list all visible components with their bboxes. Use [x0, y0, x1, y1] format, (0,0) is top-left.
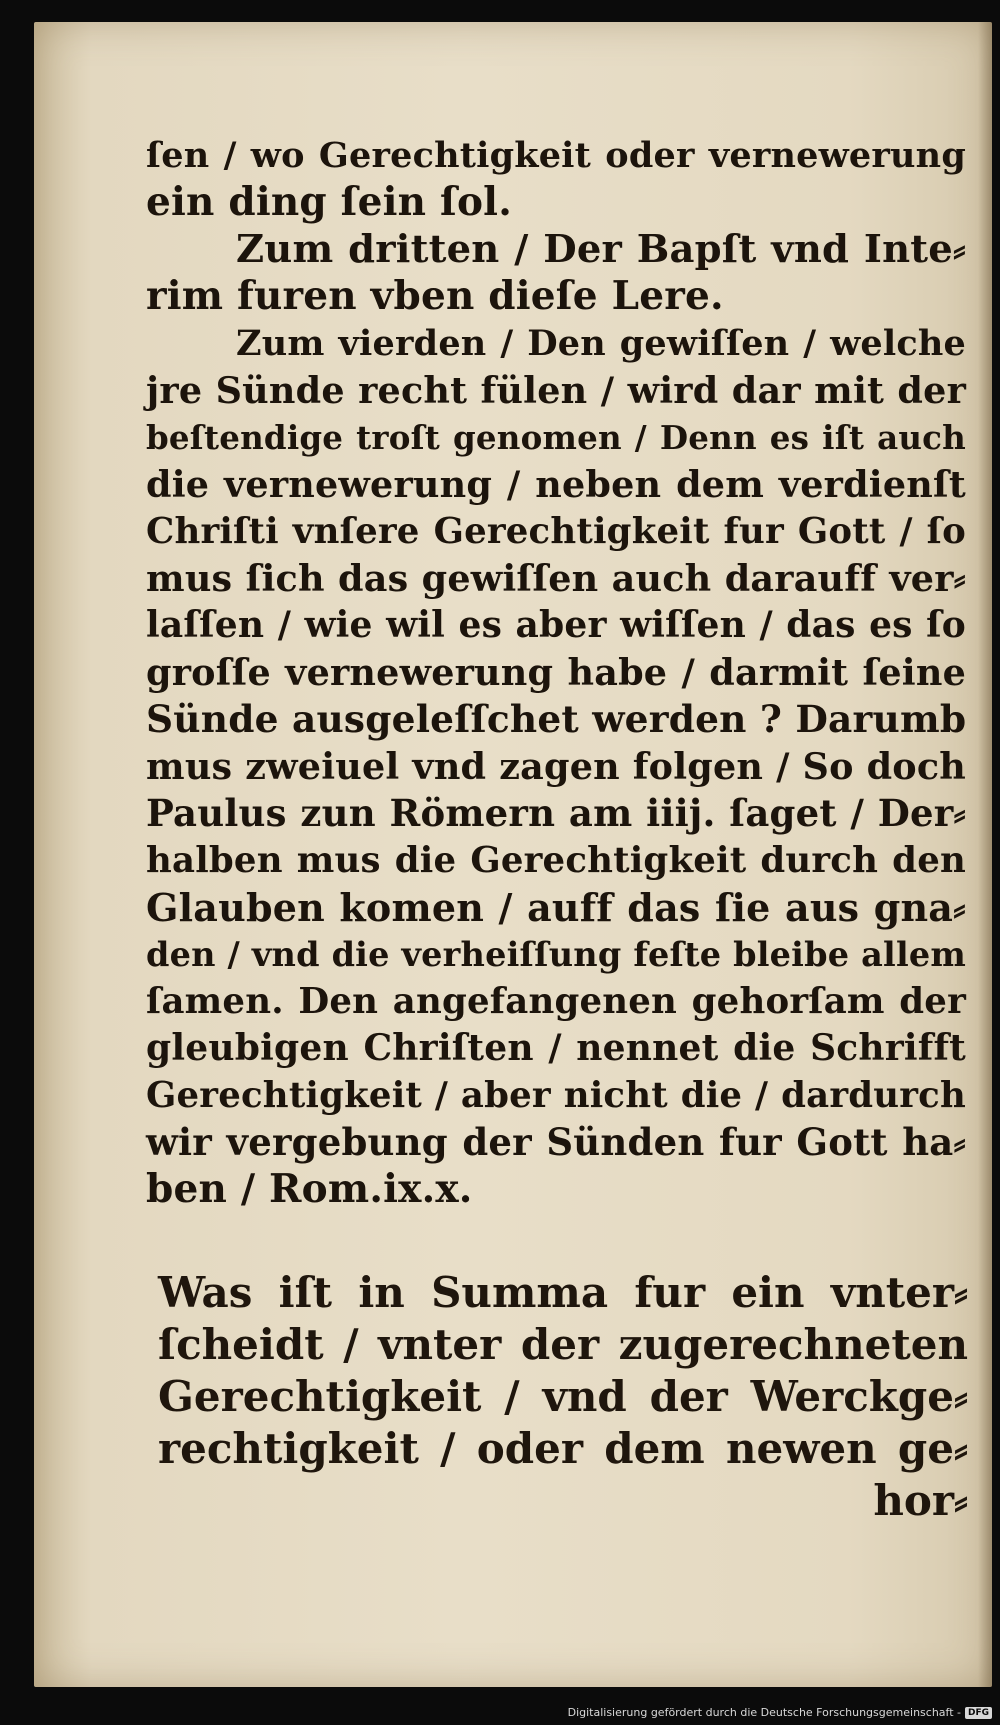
text-line: ben / Rom.ix.x.	[146, 1166, 473, 1212]
text-line: ein ding ſein ſol.	[146, 179, 512, 225]
text-line: laſſen / wie wil es aber wiſſen / das es ſo	[146, 604, 966, 646]
text-line: wir vergebung der Sünden fur Gott ha⸗	[146, 1120, 966, 1164]
text-line: mus zweiuel vnd zagen folgen / So doch	[146, 745, 966, 788]
text-line: beſtendige troſt genomen / Denn es iſt auch	[146, 418, 966, 457]
text-line: mus ſich das gewiſſen auch darauff ver⸗	[146, 557, 966, 600]
text-line: groſſe vernewerung habe / darmit ſeine	[146, 651, 966, 694]
body-text	[146, 132, 966, 1213]
text-line: ſamen. Den angefangenen gehorſam der	[146, 981, 966, 1022]
text-line: Sünde ausgeleſſchet werden ? Darumb	[146, 697, 967, 741]
text-line: Paulus zun Römern am iiij. ſaget / Der⸗	[146, 791, 966, 835]
catchword: hor⸗	[873, 1476, 968, 1525]
text-line: jre Sünde recht fülen / wird dar mit der	[146, 369, 966, 412]
text-line: Zum vierden / Den gewiſſen / welche	[236, 323, 966, 364]
text-line: Gerechtigkeit / aber nicht die / dardurch	[146, 1075, 966, 1116]
text-line: Zum dritten / Der Bapſt vnd Inte⸗	[236, 227, 966, 272]
heading-line: Gerechtigkeit / vnd der Werckge⸗	[158, 1372, 968, 1421]
page-edge	[978, 22, 992, 1687]
section-heading	[158, 1267, 968, 1527]
text-line: ſen / wo Gerechtigkeit oder vernewerung	[146, 135, 966, 176]
credit-text: Digitalisierung gefördert durch die Deutsche Forschungsgemeinschaft -	[567, 1706, 961, 1719]
book-page	[34, 22, 992, 1687]
text-line: Chriſti vnſere Gerechtigkeit fur Gott / ſo	[146, 511, 966, 552]
dfg-logo: DFG	[965, 1707, 992, 1719]
text-line: rim furen vben dieſe Lere.	[146, 273, 724, 319]
heading-line: ſcheidt / vnter der zugerechneten	[158, 1320, 968, 1369]
heading-line: Was iſt in Summa fur ein vnter⸗	[158, 1268, 968, 1317]
text-line: den / vnd die verheiſſung feſte bleibe allem	[146, 935, 967, 974]
heading-line: rechtigkeit / oder dem newen ge⸗	[158, 1424, 968, 1473]
text-line: Glauben komen / auff das ſie aus gna⸗	[146, 885, 966, 930]
text-line: die vernewerung / neben dem verdienſt	[146, 463, 966, 506]
text-line: gleubigen Chriſten / nennet die Schrifft	[146, 1027, 966, 1069]
text-line: halben mus die Gerechtigkeit durch den	[146, 840, 966, 881]
digitization-credit	[568, 1706, 992, 1719]
